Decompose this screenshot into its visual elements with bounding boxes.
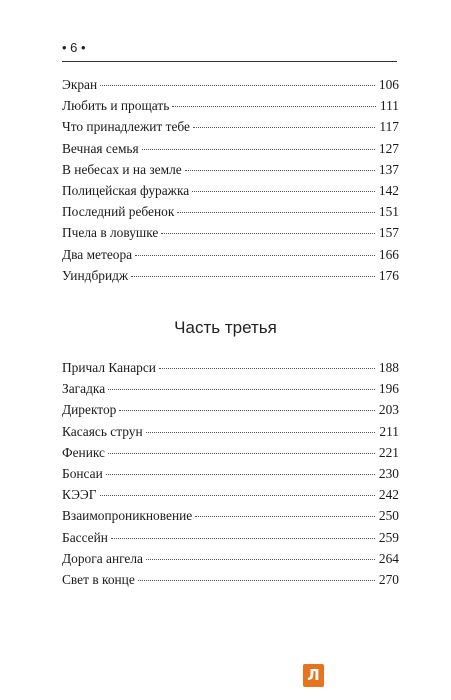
toc-entry	[62, 116, 399, 137]
toc-entry	[62, 569, 399, 590]
toc-entry-title: Уиндбридж	[62, 267, 129, 283]
toc-entry-page-number: 106	[378, 77, 399, 92]
toc-dot-leader	[142, 149, 375, 150]
toc-entry-page-number: 259	[378, 529, 399, 545]
toc-dot-leader	[100, 85, 375, 86]
toc-entry-title: Касаясь струн	[62, 423, 143, 439]
toc-entry-title: Загадка	[62, 381, 106, 397]
toc-entry-page-number: 142	[378, 182, 399, 198]
toc-dot-leader	[106, 474, 375, 475]
toc-entry-page-number: 242	[378, 487, 399, 503]
toc-entry	[62, 74, 399, 95]
toc-entry-title: Бассейн	[62, 529, 108, 545]
toc-entry-page-number: 127	[378, 140, 399, 156]
toc-entry-page-number: 111	[379, 98, 399, 114]
toc-dot-leader	[192, 191, 375, 192]
part-three-heading: Часть третья	[174, 318, 277, 337]
toc-dot-leader	[185, 170, 375, 171]
toc-entry-title: Вечная семья	[62, 140, 139, 156]
toc-entry-page-number: 176	[378, 267, 399, 283]
toc-list-part-two	[62, 74, 399, 286]
toc-entry	[62, 357, 399, 378]
toc-entry-page-number: 166	[378, 246, 399, 262]
toc-entry-title: Директор	[62, 402, 117, 418]
toc-dot-leader	[100, 495, 375, 496]
toc-entry	[62, 201, 399, 222]
toc-dot-leader	[193, 127, 375, 128]
toc-entry	[62, 548, 399, 569]
toc-entry	[62, 442, 399, 463]
toc-entry	[62, 527, 399, 548]
toc-dot-leader	[108, 453, 375, 454]
toc-entry-page-number: 203	[378, 402, 399, 418]
toc-entry-title: Бонсаи	[62, 465, 103, 481]
toc-dot-leader	[135, 255, 375, 256]
toc-entry-page-number: 250	[378, 508, 399, 524]
toc-dot-leader	[146, 559, 375, 560]
toc-entry-page-number: 151	[378, 204, 399, 220]
toc-entry-page-number: 211	[379, 423, 399, 439]
toc-entry	[62, 244, 399, 265]
toc-entry	[62, 159, 399, 180]
toc-entry	[62, 463, 399, 484]
toc-dot-leader	[161, 233, 375, 234]
toc-dot-leader	[159, 368, 375, 369]
toc-entry	[62, 484, 399, 505]
toc-entry-title: КЭЭГ	[62, 487, 97, 503]
toc-entry	[62, 138, 399, 159]
toc-entry-title: В небесах и на земле	[62, 161, 182, 177]
toc-entry-page-number: 137	[378, 161, 399, 177]
toc-entry	[62, 399, 399, 420]
header-rule	[62, 61, 397, 62]
toc-entry-page-number: 264	[378, 550, 399, 566]
toc-entry	[62, 421, 399, 442]
toc-entry-page-number: 221	[378, 444, 399, 460]
toc-entry-title: Последний ребенок	[62, 204, 175, 220]
toc-entry-title: Взаимопроникновение	[62, 508, 193, 524]
toc-dot-leader	[172, 106, 376, 107]
toc-entry-page-number: 196	[378, 381, 399, 397]
toc-entry-title: Полицейская фуражка	[62, 182, 190, 198]
toc-entry-title: Дорога ангела	[62, 550, 143, 566]
publisher-logo-letter: Л	[307, 666, 320, 684]
page-number: • 6 •	[62, 40, 86, 55]
toc-dot-leader	[119, 410, 375, 411]
toc-entry-page-number: 270	[378, 571, 399, 587]
toc-dot-leader	[195, 516, 375, 517]
toc-dot-leader	[146, 432, 376, 433]
toc-entry	[62, 180, 399, 201]
toc-entry-title: Свет в конце	[62, 571, 135, 587]
toc-entry	[62, 95, 399, 116]
toc-entry-title: Экран	[62, 77, 98, 92]
toc-dot-leader	[111, 538, 375, 539]
toc-entry	[62, 265, 399, 286]
toc-entry-page-number: 188	[378, 360, 399, 375]
toc-list-part-three	[62, 357, 399, 590]
toc-entry-page-number: 230	[378, 465, 399, 481]
toc-dot-leader	[108, 389, 375, 390]
toc-entry-title: Что принадлежит тебе	[62, 119, 190, 135]
toc-dot-leader	[138, 580, 375, 581]
toc-entry-title: Любить и прощать	[62, 98, 170, 114]
toc-entry	[62, 378, 399, 399]
publisher-logo-icon	[303, 664, 324, 687]
toc-entry-title: Два метеора	[62, 246, 133, 262]
toc-dot-leader	[177, 212, 375, 213]
toc-entry	[62, 222, 399, 243]
toc-entry-page-number: 117	[379, 119, 399, 135]
toc-entry-title: Пчела в ловушке	[62, 225, 159, 241]
toc-dot-leader	[131, 276, 375, 277]
toc-entry-page-number: 157	[378, 225, 399, 241]
toc-entry-title: Причал Канарси	[62, 360, 156, 375]
toc-entry	[62, 505, 399, 526]
toc-entry-title: Феникс	[62, 444, 105, 460]
